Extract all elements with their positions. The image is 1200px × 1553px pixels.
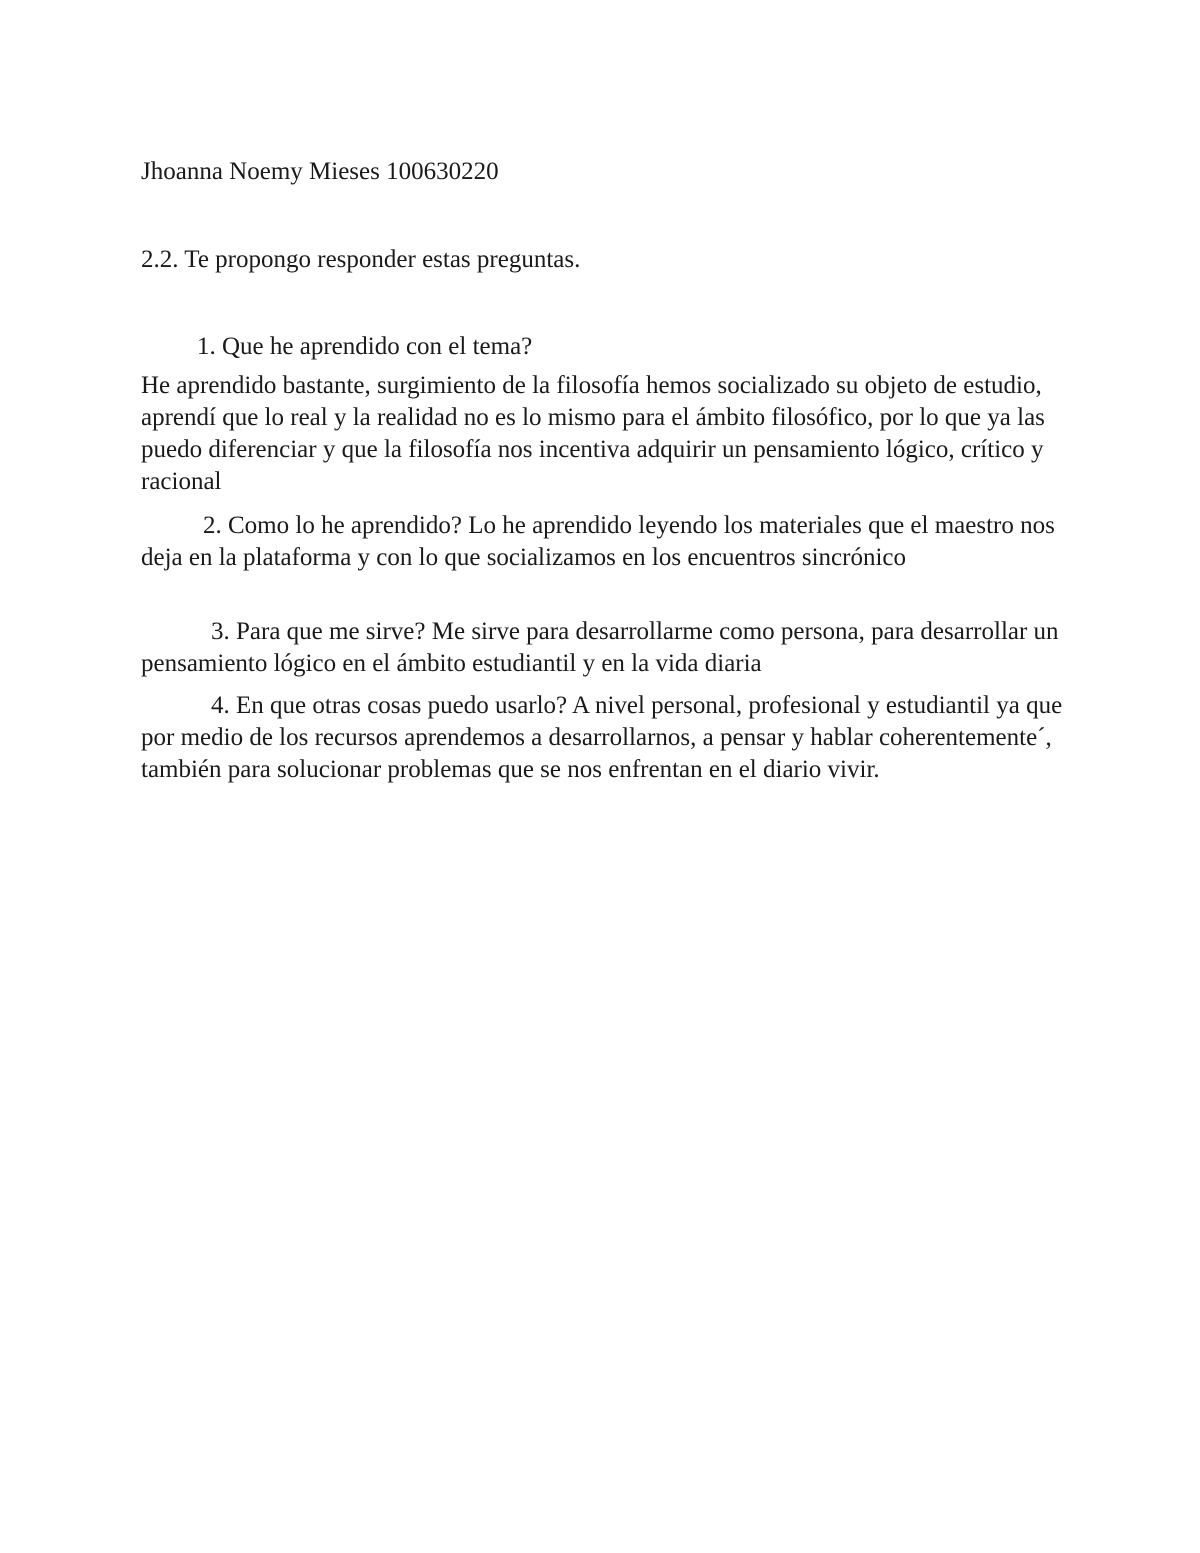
question-1 bbox=[197, 331, 532, 363]
item-4 bbox=[141, 690, 1071, 786]
question-1-number: 1. bbox=[197, 333, 216, 360]
item-2 bbox=[141, 510, 1071, 574]
item-4-number: 4. bbox=[211, 692, 230, 719]
item-3 bbox=[141, 616, 1071, 680]
item-4-text: En que otras cosas puedo usarlo? A nivel personal, profesional y estudiantil ya que por medio de los recursos aprendemos a desarrollarnos, a pensar y hablar coherentemente´, también para solucionar problemas que se nos enfrentan en el diario vivir. bbox=[141, 692, 1063, 783]
answer-1 bbox=[141, 370, 1071, 498]
assignment-heading bbox=[141, 244, 580, 276]
question-1-text: Que he aprendido con el tema? bbox=[222, 333, 533, 360]
item-3-number: 3. bbox=[211, 618, 230, 645]
answer-1-text: He aprendido bastante, surgimiento de la filosofía hemos socializado su objeto de estudio, aprendí que lo real y la realidad no es lo mismo para el ámbito filosófico, por lo que ya las puedo diferenciar y que la filosofía nos incentiva adquirir un pensamiento lógico, crítico y racional bbox=[141, 372, 1045, 495]
assignment-heading-text: 2.2. Te propongo responder estas preguntas. bbox=[141, 246, 581, 273]
author-text: Jhoanna Noemy Mieses 100630220 bbox=[141, 158, 499, 185]
item-2-text: Como lo he aprendido? Lo he aprendido leyendo los materiales que el maestro nos deja en la plataforma y con lo que socializamos en los encuentros sincrónico bbox=[141, 512, 1055, 571]
author-line bbox=[141, 156, 499, 188]
item-2-number: 2. bbox=[203, 512, 222, 539]
item-3-text: Para que me sirve? Me sirve para desarrollarme como persona, para desarrollar un pensamiento lógico en el ámbito estudiantil y en la vida diaria bbox=[141, 618, 1059, 677]
